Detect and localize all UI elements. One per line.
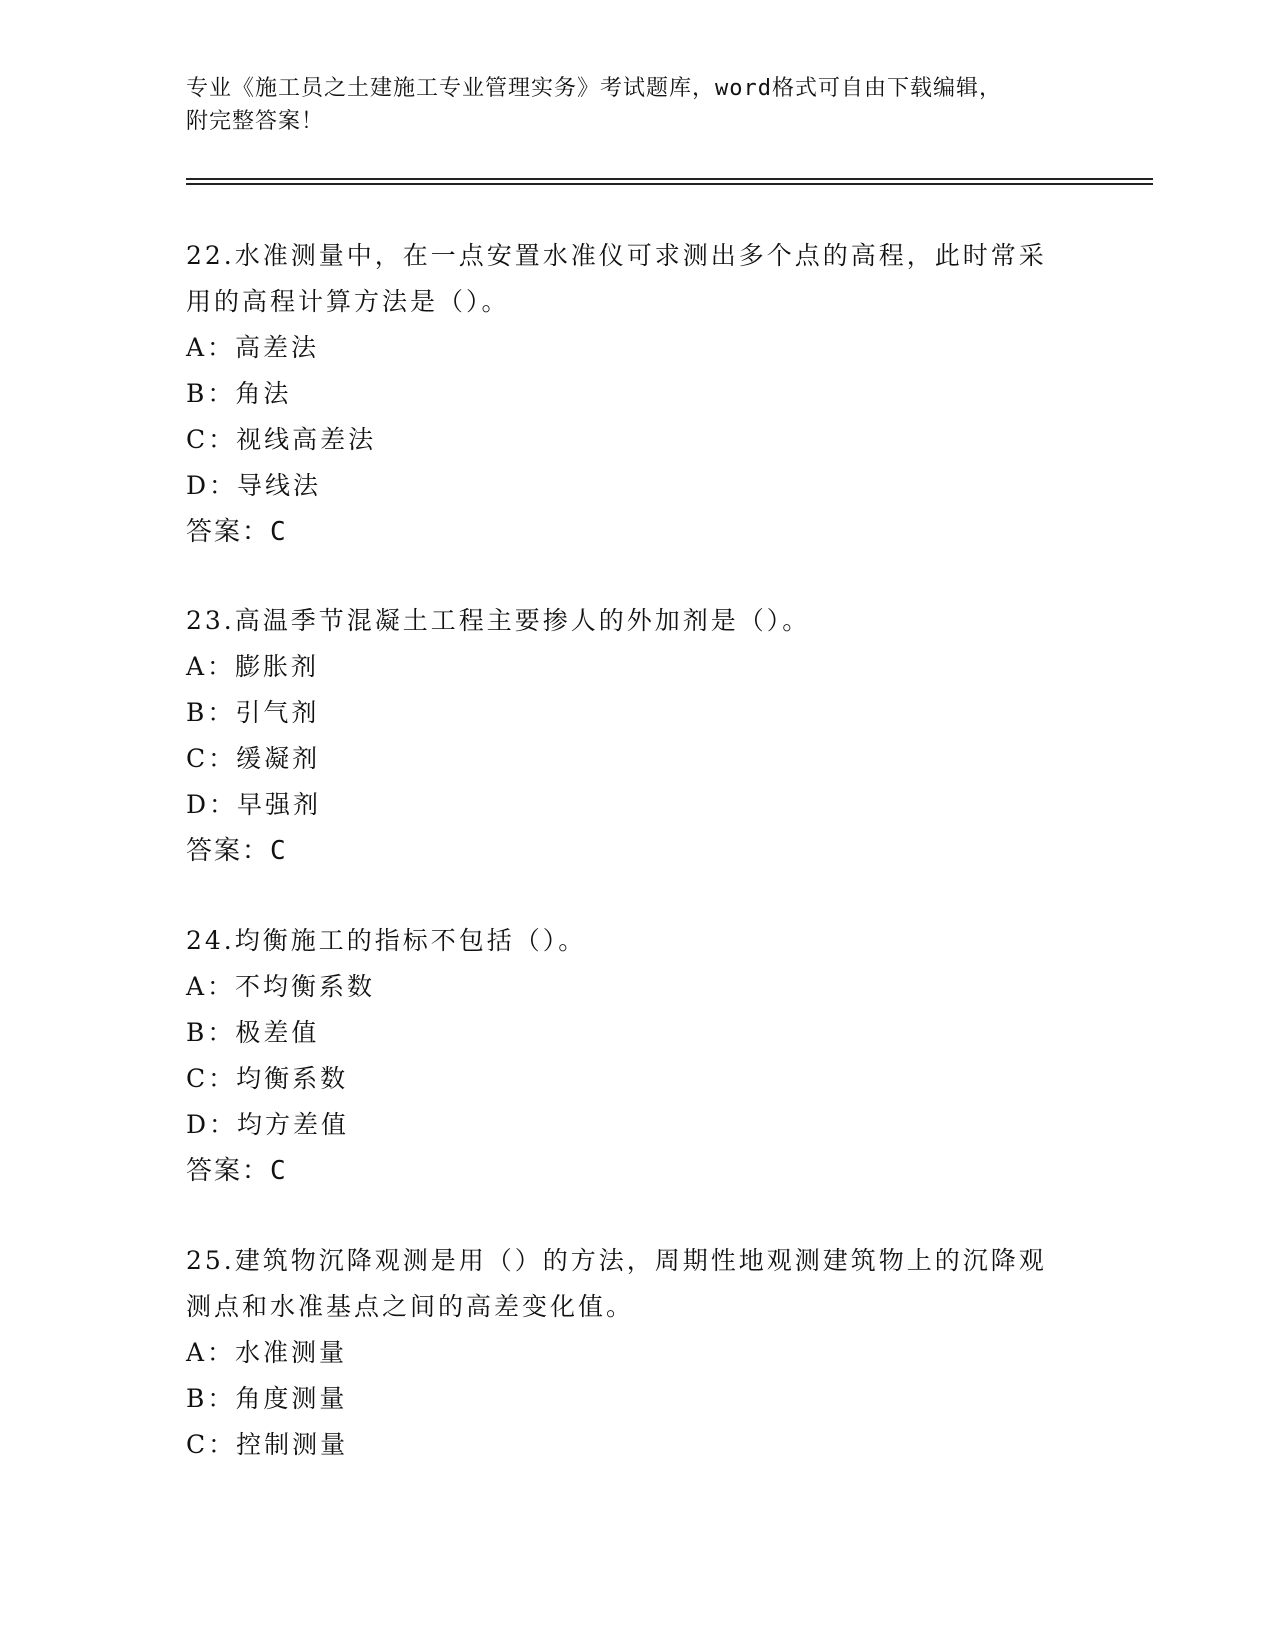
header-rule-bottom: [186, 183, 1153, 185]
header-rule-top: [186, 178, 1153, 180]
answer-label: 答案：: [186, 517, 271, 547]
option-b: B：角度测量: [186, 1384, 348, 1413]
question-23: [186, 598, 1086, 874]
answer-value: C: [270, 836, 288, 866]
option-a: A：不均衡系数: [186, 972, 376, 1001]
question-25: [186, 1238, 1086, 1468]
option-c: C：均衡系数: [186, 1064, 349, 1093]
option-d: D：早强剂: [186, 790, 322, 819]
question-stem: 25.建筑物沉降观测是用（）的方法，周期性地观测建筑物上的沉降观: [186, 1246, 1047, 1275]
answer: [186, 828, 1086, 874]
answer-label: 答案：: [186, 836, 271, 866]
answer-value: C: [270, 517, 288, 547]
answer-label: 答案：: [186, 1156, 271, 1186]
option-b: B：引气剂: [186, 698, 320, 727]
option-a: A：高差法: [186, 333, 320, 362]
option-c: C：控制测量: [186, 1430, 349, 1459]
option-a: A：膨胀剂: [186, 652, 320, 681]
question-24: [186, 918, 1086, 1194]
answer-value: C: [270, 1156, 288, 1186]
header-line-2: 附完整答案！: [186, 109, 325, 134]
option-a: A：水准测量: [186, 1338, 348, 1367]
question-stem: 24.均衡施工的指标不包括（）。: [186, 926, 587, 955]
option-c: C：缓凝剂: [186, 744, 321, 773]
document-header: [186, 72, 1086, 138]
option-c: C：视线高差法: [186, 425, 377, 454]
question-stem: 23.高温季节混凝土工程主要掺人的外加剂是（）。: [186, 606, 811, 635]
option-d: D：导线法: [186, 471, 322, 500]
answer: [186, 1148, 1086, 1194]
option-b: B：极差值: [186, 1018, 320, 1047]
question-stem-continued: 用的高程计算方法是（）。: [186, 287, 510, 316]
answer: [186, 509, 1086, 555]
question-22: [186, 233, 1086, 555]
option-b: B：角法: [186, 379, 292, 408]
header-line-1: 专业《施工员之土建施工专业管理实务》考试题库，word格式可自由下载编辑，: [186, 76, 1002, 101]
option-d: D：均方差值: [186, 1110, 350, 1139]
question-stem-continued: 测点和水准基点之间的高差变化值。: [186, 1292, 635, 1321]
question-stem: 22.水准测量中，在一点安置水准仪可求测出多个点的高程，此时常采: [186, 241, 1047, 270]
